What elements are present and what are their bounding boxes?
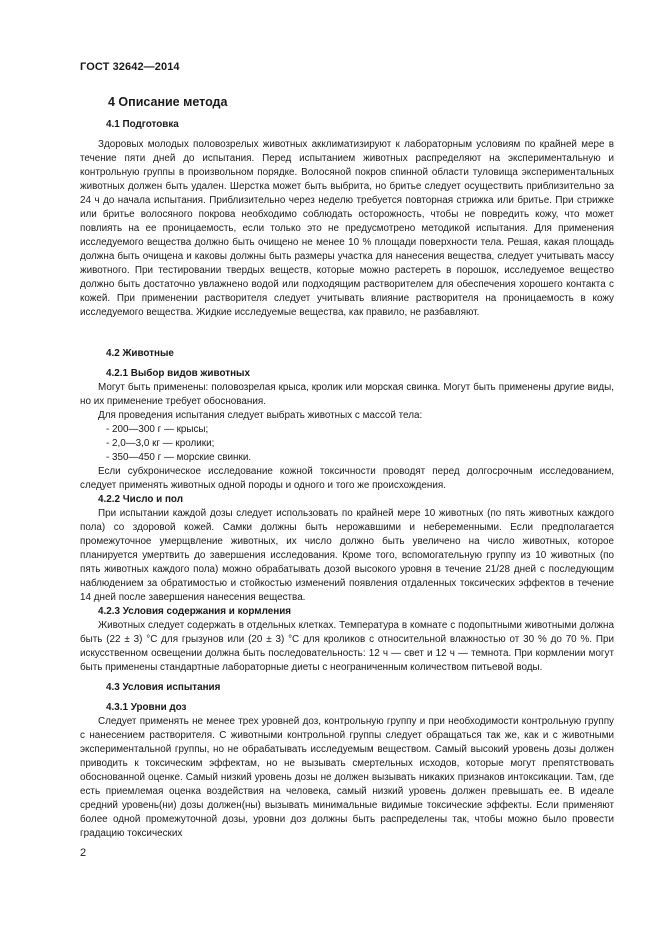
list-item-rabbits: - 2,0—3,0 кг — кролики;	[106, 438, 215, 449]
page-number: 2	[80, 847, 87, 859]
section-title: 4 Описание метода	[108, 95, 228, 109]
paragraph-number-sex: При испытании каждой дозы следует использовать по крайней мере 10 животных (по пять животных каждого пола) со здоровой кожей. Самки должны быть нерожавшими и небеременными. Если предполагается промежуточное умерщвление животных, их число должно быть увеличено на число животных, которое планируется умертвить до завершения исследования. Кроме того, вспомогательную группу из 10 животных (по пять животных каждого пола) можно обрабатывать дозой высокого уровня в течение 21/28 дней с последующим наблюдением за обратимостью и стойкостью изменений появления отдаленных токсических эффектов в течение 14 дней после завершения нанесения вещества.	[80, 508, 614, 603]
subsection-title-4-2-1: 4.2.1 Выбор видов животных	[106, 368, 250, 379]
section-4-2	[80, 347, 614, 675]
subsection-title-4-2-2: 4.2.2 Число и пол	[98, 494, 183, 505]
subsection-title-4-3: 4.3 Условия испытания	[106, 682, 221, 693]
paragraph-body-weight: Для проведения испытания следует выбрать животных с массой тела:	[98, 410, 423, 421]
section-4-3	[80, 681, 614, 841]
paragraph-dose-levels: Следует применять не менее трех уровней доз, контрольную группу и при необходимости контрольную группу с нанесением растворителя. С животными контрольной группы следует обращаться так же, как и с животными экспериментальной группы, но не обрабатывать исследуемым веществом. Самый высокий уровень дозы должен приводить к токсическим эффектам, но не вызывать смертельных исходов, которые могут препятствовать обоснованной оценке. Самый низкий уровень дозы не должен вызывать никаких признаков интоксикации. Там, где есть приемлемая оценка воздействия на человека, самый низкий уровень должен превышать ее. В идеале средний уровень(ни) дозы должен(ны) вызывать минимальные видимые токсические эффекты. Если применяют более одной промежуточной дозы, уровни доз должны быть распределены так, чтобы можно было провести градацию токсических	[80, 716, 614, 839]
subsection-title-4-2-3: 4.2.3 Условия содержания и кормления	[98, 606, 292, 617]
section-4-1	[80, 118, 614, 320]
list-item-rats: - 200—300 г — крысы;	[106, 424, 209, 435]
standard-code: ГОСТ 32642—2014	[80, 61, 180, 73]
paragraph-housing: Животных следует содержать в отдельных клетках. Температура в комнате с подопытными животными должна быть (22 ± 3) °С для грызунов или (20 ± 3) °С для кроликов с относительной влажностью от 30 % до 70 %. При искусственном освещении должна быть последовательность: 12 ч — свет и 12 ч — темнота. При кормлении могут быть применены стандартные лабораторные диеты с неограниченным количеством питьевой воды.	[80, 620, 614, 673]
list-item-guinea-pigs: - 350—450 г — морские свинки.	[106, 452, 252, 463]
subsection-title-4-3-1: 4.3.1 Уровни доз	[106, 702, 187, 713]
paragraph-subchronic: Если субхроническое исследование кожной токсичности проводят перед долгосрочным исследованием, следует применять животных одной породы и одного и того же происхождения.	[80, 466, 614, 491]
paragraph-species: Могут быть применены: половозрелая крыса, кролик или морская свинка. Могут быть применены другие виды, но их применение требует обоснования.	[80, 382, 614, 407]
subsection-title-4-1: 4.1 Подготовка	[106, 119, 179, 130]
subsection-title-4-2: 4.2 Животные	[106, 348, 174, 359]
paragraph-preparation: Здоровых молодых половозрелых животных акклиматизируют к лабораторным условиям по крайней мере в течение пяти дней до испытания. Перед испытанием животных распределяют на экспериментальную и контрольную группы в произвольном порядке. Волосяной покров спинной области туловища экспериментальных животных должен быть удален. Шерстка может быть выбрита, но бритье следует осуществить приблизительно за 24 ч до начала испытания. Приблизительно через неделю требуется повторная стрижка или бритье. При стрижке или бритье волосяного покрова необходимо соблюдать осторожность, чтобы не повредить кожу, что может повлиять на ее проницаемость, если только это не предусмотрено методикой испытания. Для применения исследуемого вещества должно быть очищено не менее 10 % площади поверхности тела. Решая, какая площадь должна быть очищена и каковы должны быть размеры участка для нанесения вещества, следует учитывать массу животного. При тестировании твердых веществ, которые можно растереть в порошок, исследуемое вещество должно быть достаточно увлажнено водой или подходящим растворителем для обеспечения хорошего контакта с кожей. При применении растворителя следует учитывать влияние растворителя на проницаемость в кожу исследуемого вещества. Жидкие исследуемые вещества, как правило, не разбавляют.	[80, 139, 614, 318]
